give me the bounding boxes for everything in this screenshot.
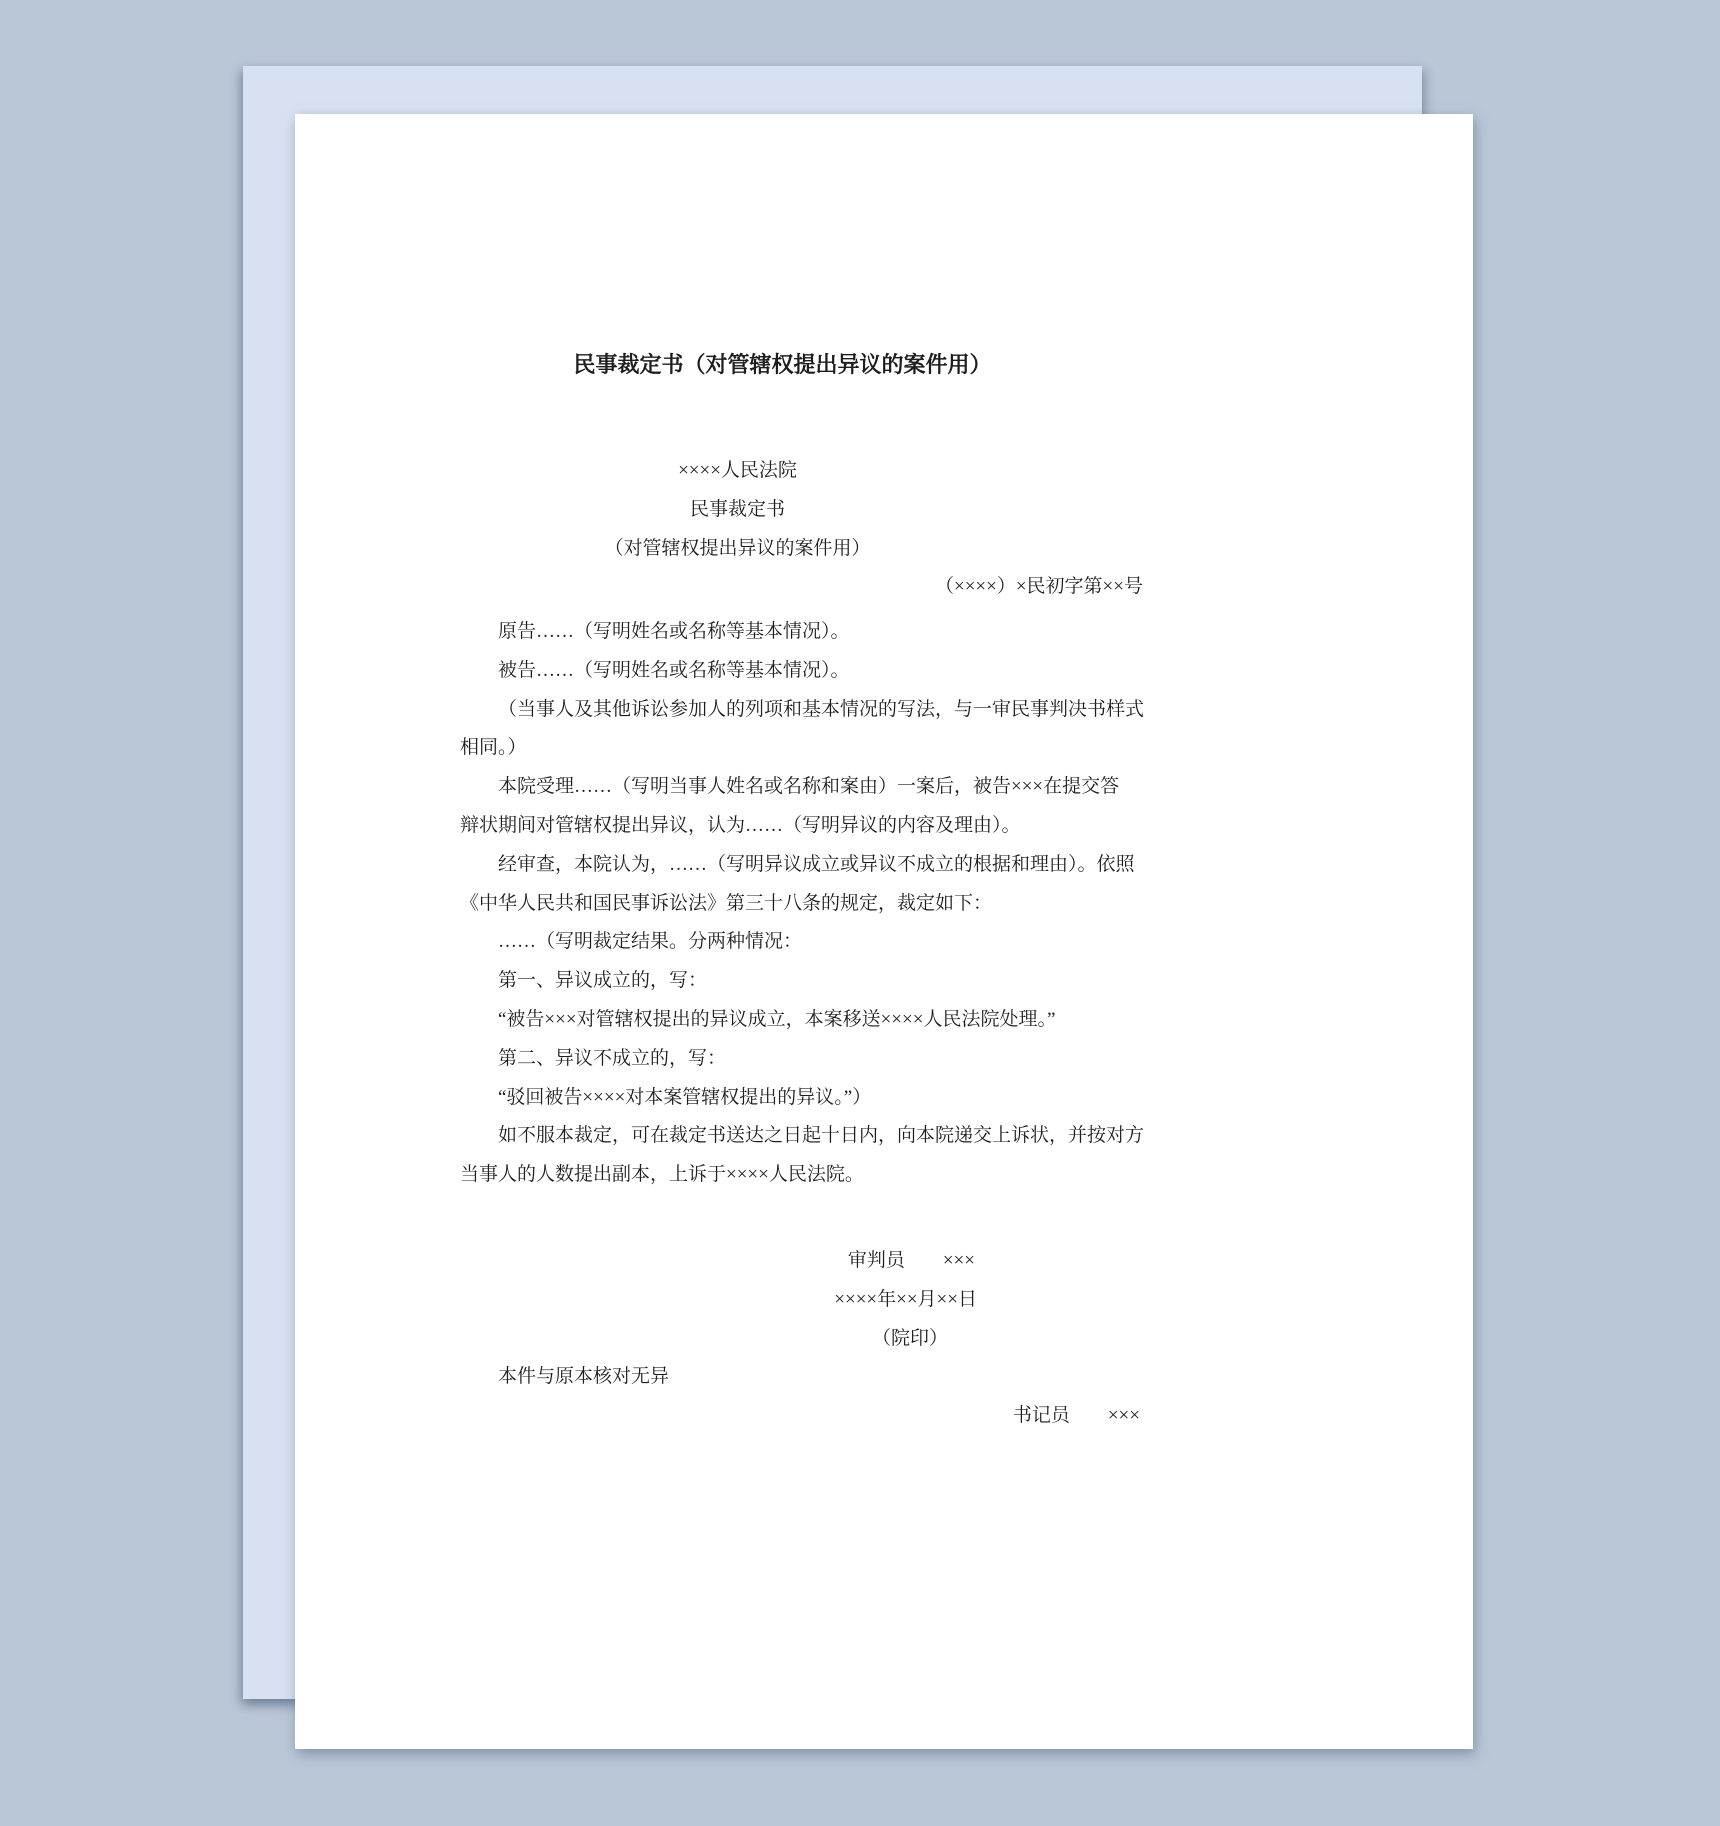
clerk-signature-line: 书记员 ××× (1012, 1405, 1140, 1427)
body-line: 被告……（写明姓名或名称等基本情况）。 (498, 659, 850, 681)
body-line: 辩状期间对管辖权提出异议，认为……（写明异议的内容及理由）。 (460, 814, 1021, 836)
page-title: 民事裁定书（对管辖权提出异议的案件用） (573, 352, 992, 377)
court-seal-line: （院印） (871, 1327, 948, 1349)
date-line: ××××年××月××日 (834, 1288, 977, 1310)
case-number: （××××）×民初字第××号 (934, 576, 1143, 598)
document-type: 民事裁定书 (689, 498, 785, 520)
verification-line: 本件与原本核对无异 (498, 1366, 670, 1388)
body-line: 如不服本裁定，可在裁定书送达之日起十日内，向本院递交上诉状，并按对方 (498, 1125, 1145, 1147)
body-line: 当事人的人数提出副本，上诉于××××人民法院。 (460, 1164, 864, 1186)
body-line: 相同。） (460, 737, 527, 759)
judge-signature-line: 审判员 ××× (847, 1250, 975, 1271)
body-line: 《中华人民共和国民事诉讼法》第三十八条的规定，裁定如下： (460, 892, 993, 914)
document-header (460, 452, 1143, 607)
document-body (460, 613, 1145, 1195)
body-line: “驳回被告××××对本案管辖权提出的异议。”） (498, 1086, 872, 1108)
body-line: ……（写明裁定结果。分两种情况： (498, 931, 803, 953)
signature-block (460, 1242, 1140, 1436)
body-line: 本院受理……（写明当事人姓名或名称和案由）一案后，被告×××在提交答 (498, 776, 1120, 798)
body-line: 第二、异议不成立的，写： (498, 1047, 727, 1069)
body-line: 原告……（写明姓名或名称等基本情况）。 (498, 621, 850, 642)
document-subtitle: （对管辖权提出异议的案件用） (604, 537, 871, 559)
court-name: ××××人民法院 (678, 460, 797, 481)
body-line: 经审查，本院认为，……（写明异议成立或异议不成立的根据和理由）。依照 (498, 853, 1135, 875)
body-line: 第一、异议成立的，写： (498, 970, 708, 992)
body-line: “被告×××对管辖权提出的异议成立，本案移送××××人民法院处理。” (498, 1008, 1056, 1030)
body-line: （当事人及其他诉讼参加人的列项和基本情况的写法，与一审民事判决书样式 (498, 698, 1145, 720)
document-page (295, 114, 1473, 1749)
